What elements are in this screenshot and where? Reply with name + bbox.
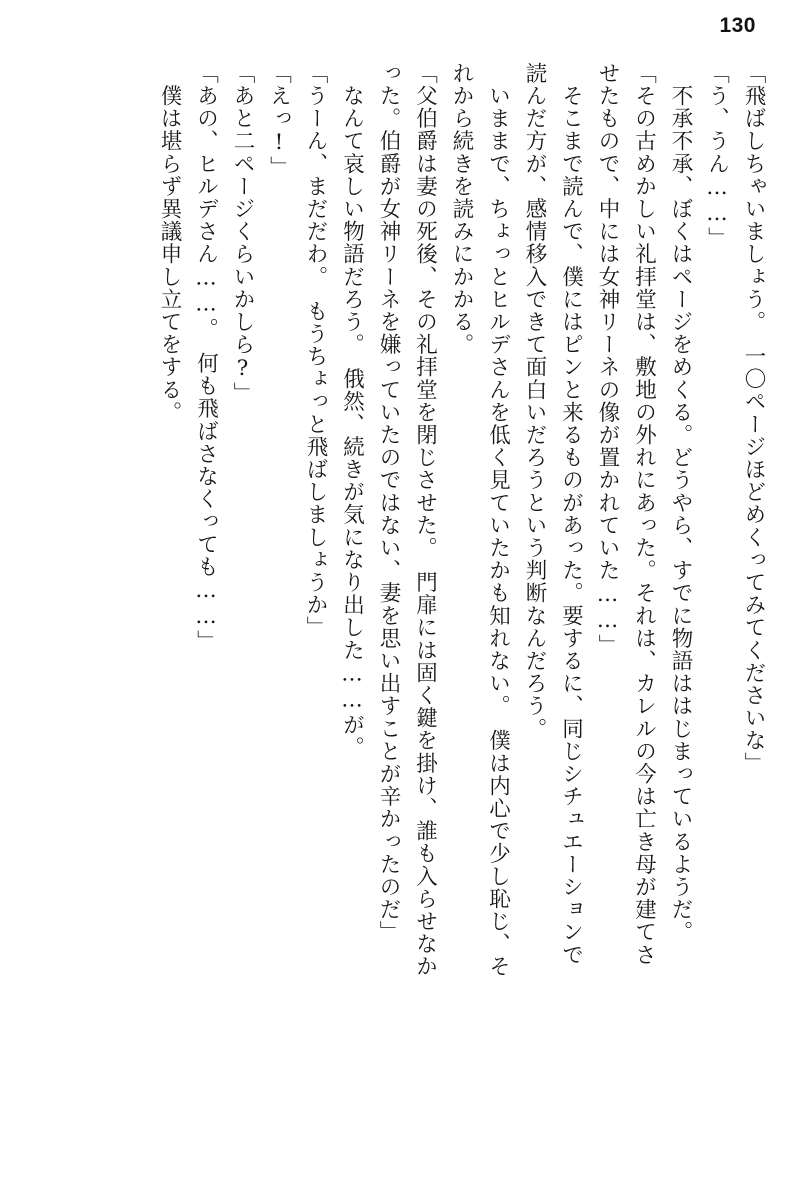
text-line: 僕は堪らず異議申し立てをする。 [157,62,182,424]
text-line: 「その古めかしい礼拝堂は、敷地の外れにあった。それは、カレルの今は亡き母が建てさ [631,62,657,966]
text-line: なんて哀しい物語だろう。 俄然、続きが気になり出した……が。 [339,62,365,759]
text-line: 「うーん、まだだわ。 もうちょっと飛ばしましょうか」 [303,62,328,639]
text-line: れから続きを読みにかかる。 [449,62,474,356]
text-line: 「えっ!」 [266,62,292,179]
page-number: 130 [719,14,756,37]
text-line: そこまで読んで、僕にはピンと来るものがあった。要するに、同じシチュエーションで [558,62,584,966]
text-line: 「あの、ヒルデさん……。 何も飛ばさなくっても……」 [193,62,219,653]
text-line: 「父伯爵は妻の死後、その礼拝堂を閉じさせた。 門扉には固く鍵を掛け、誰も入らせなか [412,62,438,978]
text-line: せたもので、中には女神リーネの像が置かれていた……」 [595,62,620,657]
text-line: 不承不承、ぼくはページをめくる。どうやら、すでに物語ははじまっているようだ。 [668,62,693,944]
text-line: 「飛ばしちゃいましょう。 一〇ページほどめくってみてくださいな」 [741,62,766,775]
text-line: 「う、うん……」 [704,62,730,250]
text-line: った。伯爵が女神リーネを嫌っていたのではない、妻を思い出すことが辛かったのだ」 [376,62,401,944]
text-line: いままで、ちょっとヒルデさんを低く見ていたかも知れない。 僕は内心で少し恥じ、そ [485,62,511,978]
vertical-text-body [36,62,764,1156]
text-line: 「あと二ページくらいかしら?」 [230,62,255,405]
text-line: 読んだ方が、感情移入できて面白いだろうという判断なんだろう。 [522,62,547,740]
